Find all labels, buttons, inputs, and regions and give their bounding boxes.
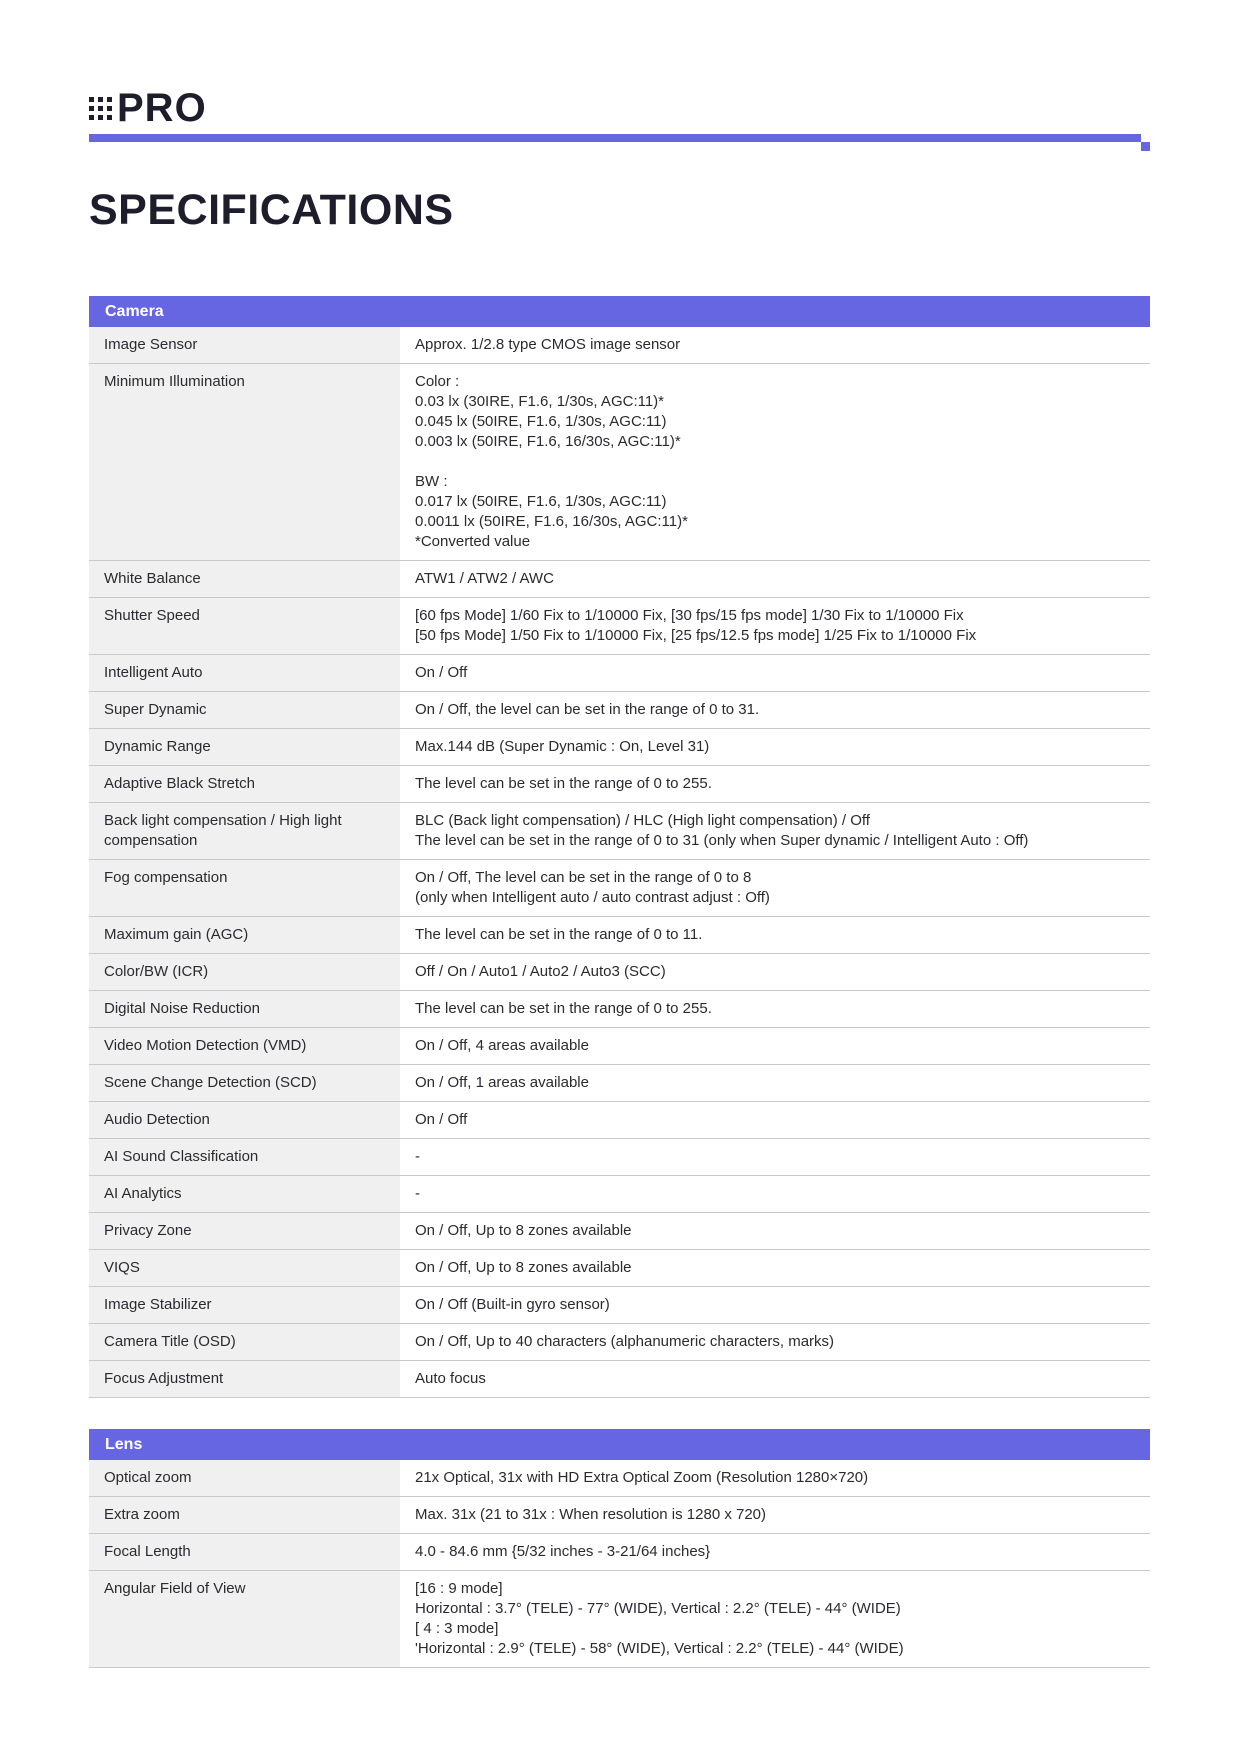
- brand-logo: [89, 88, 207, 128]
- spec-value: [60 fps Mode] 1/60 Fix to 1/10000 Fix, [30 fps/15 fps mode] 1/30 Fix to 1/10000 Fix [50 fps Mode] 1/50 Fix to 1/10000 Fix, [25 fps/12.5 fps mode] 1/25 Fix to 1/10000 Fix: [400, 598, 1150, 655]
- spec-label: Scene Change Detection (SCD): [89, 1065, 400, 1102]
- spec-row: [89, 1250, 1150, 1287]
- spec-row: [89, 1139, 1150, 1176]
- spec-row: [89, 766, 1150, 803]
- spec-value: Color : 0.03 lx (30IRE, F1.6, 1/30s, AGC:11)* 0.045 lx (50IRE, F1.6, 1/30s, AGC:11) 0.003 lx (50IRE, F1.6, 16/30s, AGC:11)* BW : 0.017 lx (50IRE, F1.6, 1/30s, AGC:11) 0.0011 lx (50IRE, F1.6, 16/30s, AGC:11)* *Converted value: [400, 364, 1150, 561]
- spec-value: On / Off, The level can be set in the range of 0 to 8 (only when Intelligent auto / auto contrast adjust : Off): [400, 860, 1150, 917]
- spec-label: Camera Title (OSD): [89, 1324, 400, 1361]
- spec-value: Auto focus: [400, 1361, 1150, 1398]
- spec-row: [89, 729, 1150, 766]
- spec-label: Digital Noise Reduction: [89, 991, 400, 1028]
- spec-value: On / Off, Up to 8 zones available: [400, 1213, 1150, 1250]
- spec-label: White Balance: [89, 561, 400, 598]
- spec-row: [89, 598, 1150, 655]
- spec-label: Optical zoom: [89, 1460, 400, 1497]
- spec-row: [89, 917, 1150, 954]
- spec-row: [89, 561, 1150, 598]
- spec-row: [89, 1460, 1150, 1497]
- spec-row: [89, 655, 1150, 692]
- spec-row: [89, 1213, 1150, 1250]
- spec-label: AI Sound Classification: [89, 1139, 400, 1176]
- spec-value: -: [400, 1176, 1150, 1213]
- spec-row: [89, 1361, 1150, 1398]
- spec-label: Focus Adjustment: [89, 1361, 400, 1398]
- spec-value: Max.144 dB (Super Dynamic : On, Level 31): [400, 729, 1150, 766]
- spec-label: Privacy Zone: [89, 1213, 400, 1250]
- spec-label: VIQS: [89, 1250, 400, 1287]
- spec-value: On / Off, Up to 8 zones available: [400, 1250, 1150, 1287]
- camera-spec-table: [89, 296, 1150, 1398]
- spec-row: [89, 1534, 1150, 1571]
- spec-value: On / Off, Up to 40 characters (alphanumeric characters, marks): [400, 1324, 1150, 1361]
- page-title: SPECIFICATIONS: [89, 186, 454, 234]
- spec-label: Maximum gain (AGC): [89, 917, 400, 954]
- spec-row: [89, 1065, 1150, 1102]
- spec-label: Intelligent Auto: [89, 655, 400, 692]
- spec-value: 21x Optical, 31x with HD Extra Optical Zoom (Resolution 1280×720): [400, 1460, 1150, 1497]
- header-rule: [89, 134, 1141, 142]
- spec-value: 4.0 - 84.6 mm {5/32 inches - 3-21/64 inches}: [400, 1534, 1150, 1571]
- spec-value: Off / On / Auto1 / Auto2 / Auto3 (SCC): [400, 954, 1150, 991]
- spec-value: ATW1 / ATW2 / AWC: [400, 561, 1150, 598]
- spec-value: -: [400, 1139, 1150, 1176]
- lens-spec-table: [89, 1429, 1150, 1668]
- spec-value: On / Off, 4 areas available: [400, 1028, 1150, 1065]
- spec-label: Video Motion Detection (VMD): [89, 1028, 400, 1065]
- spec-value: Approx. 1/2.8 type CMOS image sensor: [400, 327, 1150, 364]
- spec-label: Dynamic Range: [89, 729, 400, 766]
- spec-row: [89, 1176, 1150, 1213]
- spec-label: Super Dynamic: [89, 692, 400, 729]
- spec-label: Extra zoom: [89, 1497, 400, 1534]
- spec-row: [89, 1102, 1150, 1139]
- spec-label: Audio Detection: [89, 1102, 400, 1139]
- spec-row: [89, 1571, 1150, 1668]
- spec-value: On / Off, the level can be set in the range of 0 to 31.: [400, 692, 1150, 729]
- section-header-camera: Camera: [89, 296, 1150, 327]
- spec-value: The level can be set in the range of 0 to 255.: [400, 991, 1150, 1028]
- header-rule-tip: [1141, 142, 1150, 151]
- spec-row: [89, 1287, 1150, 1324]
- spec-row: [89, 364, 1150, 561]
- spec-value: On / Off: [400, 655, 1150, 692]
- spec-label: Minimum Illumination: [89, 364, 400, 561]
- spec-row: [89, 692, 1150, 729]
- spec-label: Back light compensation / High light compensation: [89, 803, 400, 860]
- spec-row: [89, 991, 1150, 1028]
- spec-label: Image Stabilizer: [89, 1287, 400, 1324]
- spec-value: [16 : 9 mode] Horizontal : 3.7° (TELE) - 77° (WIDE), Vertical : 2.2° (TELE) - 44° (WIDE) [ 4 : 3 mode] 'Horizontal : 2.9° (TELE) - 58° (WIDE), Vertical : 2.2° (TELE) - 44° (WIDE): [400, 1571, 1150, 1668]
- spec-value: The level can be set in the range of 0 to 255.: [400, 766, 1150, 803]
- spec-row: [89, 860, 1150, 917]
- spec-row: [89, 327, 1150, 364]
- spec-value: The level can be set in the range of 0 to 11.: [400, 917, 1150, 954]
- spec-row: [89, 1028, 1150, 1065]
- spec-label: Color/BW (ICR): [89, 954, 400, 991]
- spec-label: AI Analytics: [89, 1176, 400, 1213]
- spec-row: [89, 954, 1150, 991]
- spec-row: [89, 1497, 1150, 1534]
- spec-label: Image Sensor: [89, 327, 400, 364]
- spec-row: [89, 1324, 1150, 1361]
- spec-value: On / Off: [400, 1102, 1150, 1139]
- spec-label: Fog compensation: [89, 860, 400, 917]
- spec-label: Angular Field of View: [89, 1571, 400, 1668]
- section-header-lens: Lens: [89, 1429, 1150, 1460]
- brand-wordmark: PRO: [117, 86, 207, 130]
- logo-dots-icon: [89, 97, 112, 120]
- spec-label: Shutter Speed: [89, 598, 400, 655]
- spec-value: On / Off, 1 areas available: [400, 1065, 1150, 1102]
- spec-value: Max. 31x (21 to 31x : When resolution is 1280 x 720): [400, 1497, 1150, 1534]
- spec-label: Adaptive Black Stretch: [89, 766, 400, 803]
- spec-value: On / Off (Built-in gyro sensor): [400, 1287, 1150, 1324]
- spec-row: [89, 803, 1150, 860]
- spec-value: BLC (Back light compensation) / HLC (High light compensation) / Off The level can be set in the range of 0 to 31 (only when Super dynamic / Intelligent Auto : Off): [400, 803, 1150, 860]
- spec-label: Focal Length: [89, 1534, 400, 1571]
